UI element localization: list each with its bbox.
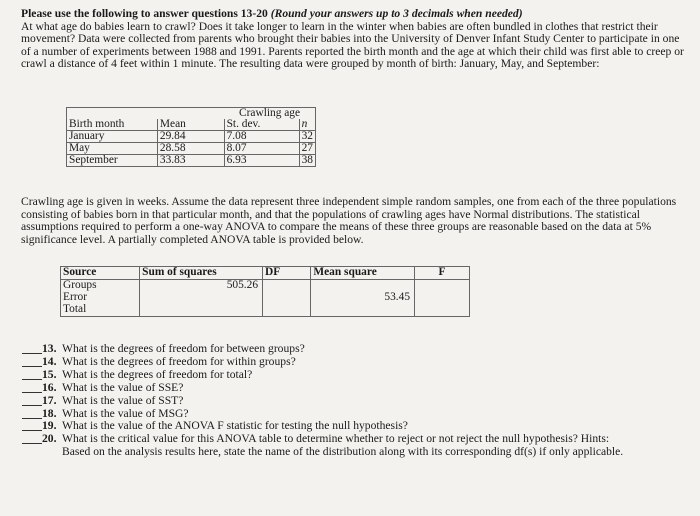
answer-blank[interactable] — [22, 405, 42, 406]
cell-sd: 7.08 — [224, 131, 299, 143]
header-birth-month: Birth month — [67, 119, 158, 131]
cell-mean: 29.84 — [157, 131, 224, 143]
answer-blank[interactable] — [22, 366, 42, 367]
cell-ss — [140, 304, 263, 317]
cell-mean: 33.83 — [157, 155, 224, 167]
question-item: 18. What is the value of MSG? — [22, 408, 692, 421]
cell-month: January — [67, 131, 158, 143]
cell-source: Error — [63, 291, 88, 303]
anova-table — [60, 266, 470, 317]
table-row — [67, 143, 316, 155]
cell-n: 32 — [299, 131, 315, 143]
cell-f — [415, 304, 470, 317]
cell-df — [263, 280, 311, 293]
cell-source: Total — [63, 303, 87, 315]
answer-blank[interactable] — [22, 443, 42, 444]
crawling-age-header: Crawling age — [239, 107, 301, 119]
header-df: DF — [263, 267, 311, 280]
question-item: 13. What is the degrees of freedom for between groups? — [22, 343, 692, 356]
header-mean: Mean — [157, 119, 224, 131]
question-item: 20. What is the critical value for this ANOVA table to determine whether to reject or not reject the null hypothesis? Hints: Based on the analysis results here, state the name of the distribution along with its corresponding df(s) if only applicable. — [22, 433, 692, 459]
cell-n: 27 — [299, 143, 315, 155]
crawling-age-table — [66, 107, 316, 167]
cell-ss — [140, 292, 263, 304]
header-source: Source — [61, 267, 140, 280]
header-st-dev: St. dev. — [224, 119, 299, 131]
answer-blank[interactable] — [22, 392, 42, 393]
table-row — [61, 304, 470, 317]
table-row — [67, 131, 316, 143]
header-f: F — [415, 267, 470, 280]
cell-ss: 505.26 — [140, 280, 263, 293]
cell-month: May — [67, 143, 158, 155]
answer-blank[interactable] — [22, 353, 42, 354]
header-n: n — [299, 119, 315, 131]
cell-f — [415, 292, 470, 304]
cell-source: Groups — [63, 279, 97, 291]
question-item: 14. What is the degrees of freedom for within groups? — [22, 356, 692, 369]
table-row — [61, 292, 470, 304]
intro-paragraph — [21, 8, 686, 71]
question-continuation: Based on the analysis results here, state the name of the distribution along with its corresponding df(s) if only applicable. — [62, 445, 624, 459]
cell-f — [415, 280, 470, 293]
question-list — [22, 343, 692, 459]
cell-ms — [311, 304, 415, 317]
question-item: 17. What is the value of SST? — [22, 395, 692, 408]
cell-sd: 8.07 — [224, 143, 299, 155]
question-item: 15. What is the degrees of freedom for total? — [22, 369, 692, 382]
answer-blank[interactable] — [22, 379, 42, 380]
assumptions-paragraph: Crawling age is given in weeks. Assume the data represent three independent simple random samples, one from each of the three populations consisting of babies born in that particular month, and that the populations of crawling ages have Normal distributions. The statistical assumptions required to perform a one-way ANOVA to compare the means of these three groups are reasonable based on the data at 5% significance level. A partially completed ANOVA table is provided below. — [21, 195, 677, 246]
cell-ms: 53.45 — [311, 292, 415, 304]
question-item: 19. What is the value of the ANOVA F statistic for testing the null hypothesis? — [22, 420, 692, 433]
answer-blank[interactable] — [22, 418, 42, 419]
cell-mean: 28.58 — [157, 143, 224, 155]
question-item: 16. What is the value of SSE? — [22, 382, 692, 395]
table-row — [67, 155, 316, 167]
cell-month: September — [69, 154, 118, 166]
header-mean-square: Mean square — [311, 267, 415, 280]
cell-df — [263, 304, 311, 317]
header-sum-of-squares: Sum of squares — [140, 267, 263, 280]
cell-sd: 6.93 — [224, 155, 299, 167]
intro-body: At what age do babies learn to crawl? Does it take longer to learn in the winter when babies are often bundled in clothes that restrict their movement? Data were collected from parents who brought their babies into the University of Denver Infant Study Center to participate in one of a number of experiments between 1988 and 1991. Parents reported the birth month and the age at which their child was first able to creep or crawl a distance of 4 feet within 1 minute. The resulting data were grouped by month of birth: January, May, and September: — [21, 19, 684, 71]
cell-df — [263, 292, 311, 304]
cell-n: 38 — [299, 155, 315, 167]
answer-blank[interactable] — [22, 430, 42, 431]
intro-lead: Please use the following to answer questions 13-20 (Round your answers up to 3 decimals when needed) — [21, 7, 523, 20]
